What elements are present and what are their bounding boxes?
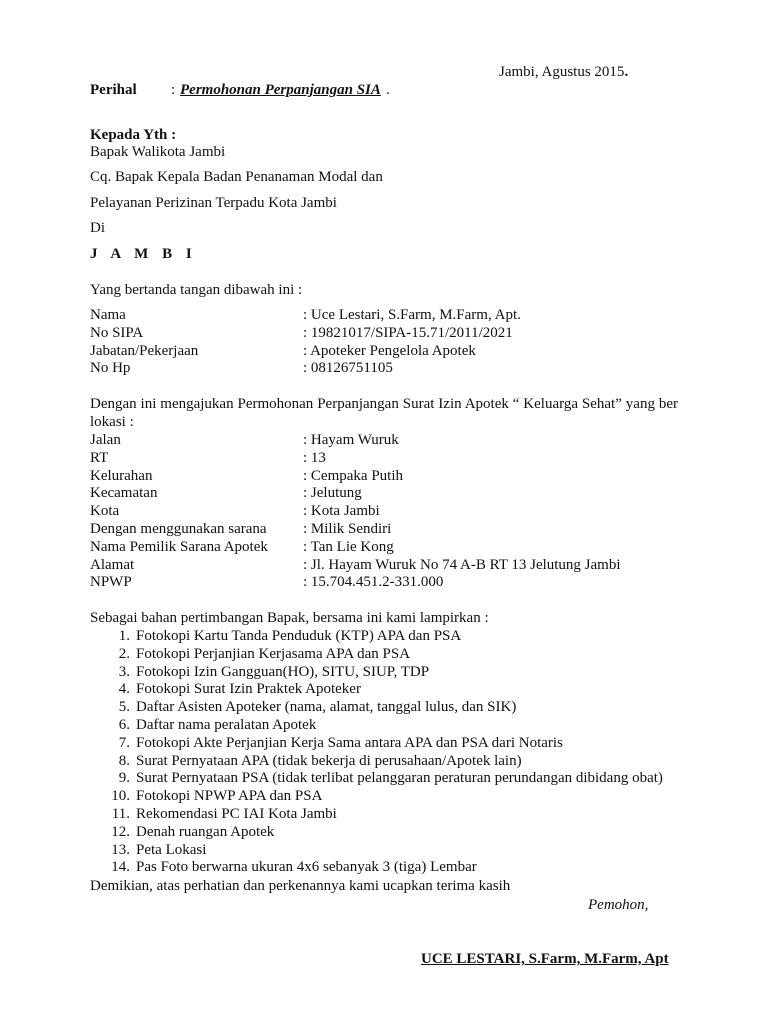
signer-name: UCE LESTARI, S.Farm, M.Farm, Apt	[421, 951, 669, 967]
list-text: Surat Pernyataan PSA (tidak terlibat pelanggaran peraturan perundangan dibidang obat)	[136, 770, 663, 787]
location-row	[90, 539, 690, 557]
identity-key: No SIPA	[90, 324, 144, 341]
identity-row	[90, 360, 690, 378]
list-text: Fotokopi Surat Izin Praktek Apoteker	[136, 681, 361, 698]
location-value: : Tan Lie Kong	[303, 538, 394, 555]
list-text: Fotokopi Akte Perjanjian Kerja Sama antara APA dan PSA dari Notaris	[136, 734, 563, 751]
identity-value: : Apoteker Pengelola Apotek	[303, 342, 476, 359]
location-value: : Kota Jambi	[303, 503, 380, 520]
identity-key: Jabatan/Pekerjaan	[90, 342, 199, 359]
list-number: 14.	[111, 859, 130, 876]
location-row	[90, 574, 690, 592]
location-value: : Cempaka Putih	[303, 467, 403, 484]
location-row	[90, 503, 690, 521]
location-row	[90, 468, 690, 486]
list-text: Denah ruangan Apotek	[136, 823, 275, 840]
list-number: 5.	[118, 699, 130, 716]
attachments-intro: Sebagai bahan pertimbangan Bapak, bersama ini kami lampirkan :	[90, 610, 489, 626]
location-row	[90, 432, 690, 450]
request-paragraph: Dengan ini mengajukan Permohonan Perpanjangan Surat Izin Apotek “ Keluarga Sehat” yang ber lokasi :	[90, 396, 678, 430]
location-value: : Jelutung	[303, 485, 362, 502]
list-number: 8.	[118, 752, 130, 769]
addressee-city: J A M B I	[90, 246, 197, 262]
closing-text: Demikian, atas perhatian dan perkenannya kami ucapkan terima kasih	[90, 878, 511, 894]
location-key: Kelurahan	[90, 467, 153, 484]
location-row	[90, 557, 690, 575]
list-text: Fotokopi NPWP APA dan PSA	[136, 788, 323, 805]
identity-row	[90, 325, 690, 343]
list-number: 10.	[111, 788, 130, 805]
kepada-title: Kepada Yth :	[90, 127, 177, 143]
list-number: 4.	[118, 681, 130, 698]
identity-row	[90, 343, 690, 361]
list-text: Surat Pernyataan APA (tidak bekerja di perusahaan/Apotek lain)	[136, 752, 522, 769]
list-text: Peta Lokasi	[136, 841, 207, 858]
location-key: RT	[90, 449, 109, 466]
perihal-colon: :	[171, 82, 176, 98]
identity-value: : 19821017/SIPA-15.71/2011/2021	[303, 324, 513, 341]
list-text: Fotokopi Kartu Tanda Penduduk (KTP) APA dan PSA	[136, 628, 462, 644]
location-key: Kota	[90, 503, 120, 520]
list-number: 13.	[111, 841, 130, 858]
identity-row	[90, 307, 690, 325]
location-key: Kecamatan	[90, 485, 158, 502]
list-number: 9.	[118, 770, 130, 787]
location-key: Nama Pemilik Sarana Apotek	[90, 538, 268, 555]
list-text: Pas Foto berwarna ukuran 4x6 sebanyak 3 (tiga) Lembar	[136, 859, 477, 876]
location-row	[90, 521, 690, 539]
location-value: : 15.704.451.2-331.000	[303, 574, 444, 591]
identity-key: No Hp	[90, 360, 131, 377]
identity-key: Nama	[90, 307, 126, 323]
list-number: 11.	[111, 805, 130, 822]
addressee-line: Cq. Bapak Kepala Badan Penanaman Modal dan	[90, 169, 383, 185]
list-number: 2.	[118, 645, 130, 662]
list-text: Fotokopi Izin Gangguan(HO), SITU, SIUP, TDP	[136, 663, 430, 680]
perihal-label: Perihal	[90, 82, 137, 98]
addressee-line: Pelayanan Perizinan Terpadu Kota Jambi	[90, 195, 337, 211]
location-value: : Milik Sendiri	[303, 520, 392, 537]
location-table	[90, 432, 690, 592]
addressee-line: Di	[90, 220, 105, 236]
addressee-line: Bapak Walikota Jambi	[90, 144, 226, 160]
list-text: Rekomendasi PC IAI Kota Jambi	[136, 805, 337, 822]
list-number: 12.	[111, 823, 130, 840]
date-dot: .	[624, 64, 629, 80]
date-text: Jambi, Agustus 2015	[499, 64, 625, 80]
perihal-subject: Permohonan Perpanjangan SIA	[180, 82, 381, 98]
location-key: NPWP	[90, 574, 132, 591]
identity-table	[90, 307, 690, 378]
identity-value: : 08126751105	[303, 360, 393, 377]
letter-date	[499, 64, 628, 82]
location-key: Alamat	[90, 556, 135, 573]
location-key: Dengan menggunakan sarana	[90, 520, 267, 537]
identity-value: : Uce Lestari, S.Farm, M.Farm, Apt.	[303, 307, 521, 323]
location-value: : Jl. Hayam Wuruk No 74 A-B RT 13 Jelutung Jambi	[303, 556, 621, 573]
list-text: Daftar Asisten Apoteker (nama, alamat, tanggal lulus, dan SIK)	[136, 699, 517, 716]
location-value: : 13	[303, 449, 326, 466]
list-text: Daftar nama peralatan Apotek	[136, 716, 317, 733]
list-text: Fotokopi Perjanjian Kerjasama APA dan PSA	[136, 645, 411, 662]
list-number: 7.	[118, 734, 130, 751]
list-number: 3.	[118, 663, 130, 680]
perihal-end: .	[386, 82, 390, 98]
pemohon-label: Pemohon,	[588, 897, 649, 913]
list-number: 1.	[118, 628, 130, 644]
location-key: Jalan	[90, 432, 121, 448]
intro-text: Yang bertanda tangan dibawah ini :	[90, 282, 303, 298]
location-row	[90, 450, 690, 468]
location-row	[90, 485, 690, 503]
location-value: : Hayam Wuruk	[303, 432, 399, 448]
list-number: 6.	[118, 716, 130, 733]
